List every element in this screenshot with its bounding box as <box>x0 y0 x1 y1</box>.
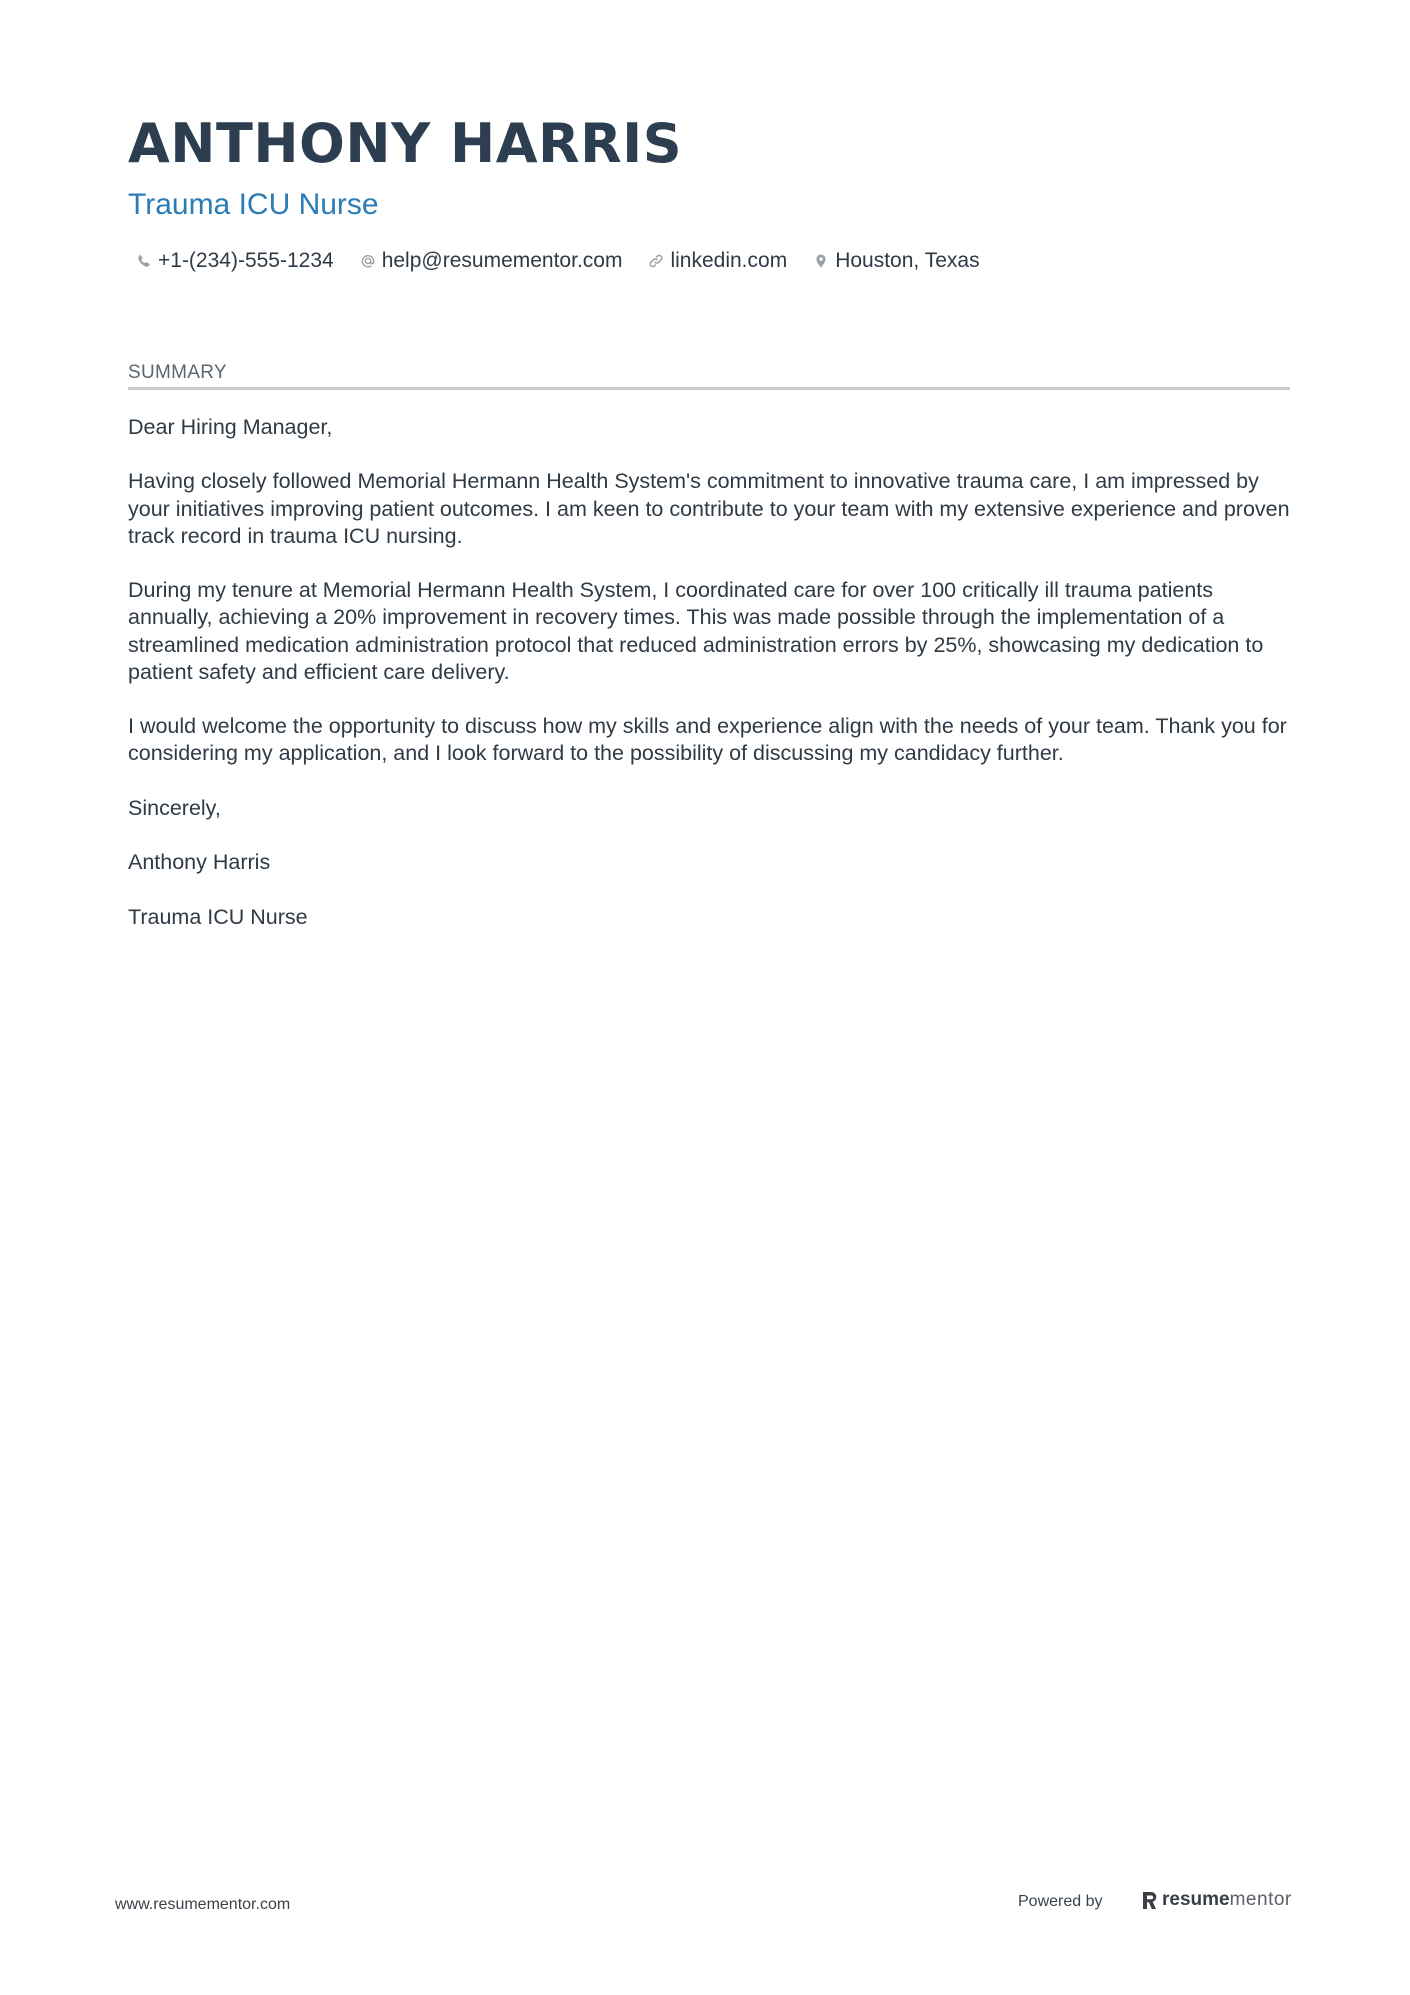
brand-name-bold: resume <box>1162 1889 1230 1910</box>
contact-location <box>813 246 979 276</box>
letter-closing: Sincerely, <box>128 795 221 820</box>
section-divider <box>128 387 1290 390</box>
contact-email-text: help@resumementor.com <box>381 249 623 272</box>
brand-logo[interactable] <box>1141 1888 1292 1912</box>
resumementor-logo-icon <box>1141 1889 1159 1911</box>
letter-paragraph-2: During my tenure at Memorial Hermann Health System, I coordinated care for over 100 critically ill trauma patients annually, achieving a 20% improvement in recovery times. This was made possible through the implementation of a streamlined medication administration protocol that reduced administration errors by 25%, showcasing my dedication to patient safety and efficient care delivery. <box>128 578 1264 684</box>
contact-phone-text: +1-(234)-555-1234 <box>158 249 334 272</box>
contact-linkedin[interactable] <box>648 246 787 276</box>
contact-location-text: Houston, Texas <box>835 249 980 272</box>
footer-website-link[interactable]: www.resumementor.com <box>115 1896 291 1913</box>
signature-name: Anthony Harris <box>128 850 271 875</box>
candidate-name: ANTHONY HARRIS <box>128 112 683 175</box>
contact-email[interactable] <box>360 246 623 276</box>
contact-bar <box>136 246 1006 276</box>
signature-title: Trauma ICU Nurse <box>128 904 308 929</box>
letter-paragraph-3: I would welcome the opportunity to discuss how my skills and experience align with the needs of your team. Thank you for considering my application, and I look forward to the possibility of discussing my candidacy further. <box>128 714 1287 766</box>
letter-paragraph-1: Having closely followed Memorial Hermann Health System's commitment to innovative trauma care, I am impressed by your initiatives improving patient outcomes. I am keen to contribute to your team with my extensive experience and proven track record in trauma ICU nursing. <box>128 469 1290 548</box>
letter-body <box>128 414 1290 958</box>
phone-icon <box>136 253 152 269</box>
section-heading-summary: SUMMARY <box>128 362 227 383</box>
powered-by-label: Powered by <box>1018 1893 1103 1910</box>
location-pin-icon <box>813 253 829 269</box>
link-icon <box>648 253 664 269</box>
at-icon <box>360 253 376 269</box>
brand-name-light: mentor <box>1229 1889 1292 1910</box>
candidate-title: Trauma ICU Nurse <box>128 188 379 221</box>
contact-linkedin-text: linkedin.com <box>670 249 788 272</box>
letter-greeting: Dear Hiring Manager, <box>128 415 333 439</box>
contact-phone <box>136 246 334 276</box>
